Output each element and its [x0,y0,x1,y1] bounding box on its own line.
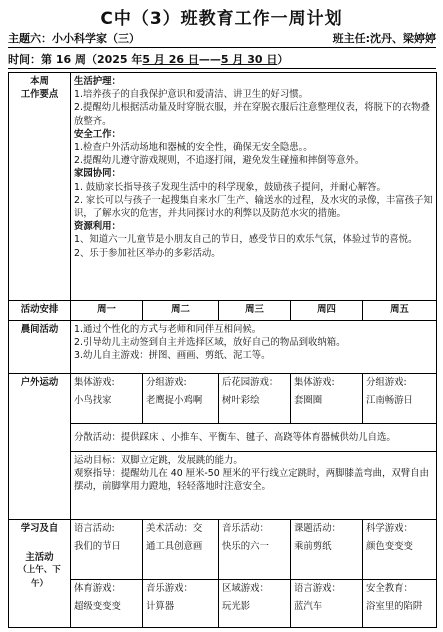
list-item: 3.幼儿自主游戏：拼图、画画、剪纸、泥工等。 [74,350,271,362]
time-start: 5 月 26 日 [142,53,199,66]
list-item: 2、乐于参加社区举办的多彩活动。 [74,247,221,259]
day-header-fri: 周五 [363,301,437,321]
list-item: 2.提醒幼儿遵守游戏规则，不追逐打闹，避免发生碰撞和摔倒等意外。 [74,155,365,167]
divider-line [8,47,436,48]
section-heading: 家园协同： [74,168,121,180]
weekly-focus-content [71,73,437,301]
study-cell-mon-2: 体育游戏： 超级变变变 [71,580,143,628]
outdoor-game-wed: 后花园游戏： 树叶彩绘 [219,374,291,424]
list-item: 1、知道六一儿童节是小朋友自己的节日，感受节日的欢乐气氛，体验过节的喜悦。 [74,234,418,246]
schedule-label: 活动安排 [9,301,71,321]
list-item: 1.培养孩子的自我保护意识和爱清洁、讲卫生的好习惯。 [74,89,308,101]
study-cell-wed-1: 音乐活动： 快乐的六一 [219,520,291,580]
outdoor-guidance-row [9,452,437,520]
morning-content [71,321,437,374]
list-item: 2.引导幼儿主动签到自主并选择区域，放好自己的物品到收纳箱。 [74,337,346,349]
outdoor-goal: 运动目标：双脚立定跳，发展跳的能力。 [74,455,243,466]
morning-row [9,321,437,374]
section-heading: 安全工作： [74,128,121,140]
morning-label: 晨间活动 [9,321,71,374]
outdoor-game-mon: 集体游戏: 小鸟找家 [71,374,143,424]
outdoor-game-tue: 分组游戏: 老鹰捉小鸡啊 [143,374,219,424]
theme-row [8,30,436,46]
outdoor-label: 户外运动 [9,374,71,520]
weekly-focus-label: 本周 工作要点 [9,73,71,301]
list-item: 1. 鼓励家长指导孩子发现生活中的科学现象，鼓励孩子提问，并耐心解答。 [74,181,386,193]
outdoor-game-thu: 集体游戏: 套圈圈 [291,374,363,424]
list-item: 1.通过个性化的方式与老师和同伴互相问候。 [74,324,262,335]
schedule-header-row [9,301,437,321]
list-item: 1.检查户外活动场地和器械的安全性，确保无安全隐患。。 [74,142,313,154]
time-end: 5 月 30 日 [220,53,278,66]
day-header-tue: 周二 [143,301,219,321]
study-cell-fri-1: 科学游戏： 颜色变变变 [363,520,437,580]
outdoor-scattered: 分散活动：提供踩床 、小推车、平衡车、毽子、高跷等体育器械供幼儿自选。 [71,424,437,452]
study-cell-fri-2: 安全教育： 浴室里的陷阱 [363,580,437,628]
teacher-label: 班主任:沈丹、梁婷婷 [332,32,436,45]
study-label: 学习及自 主活动 （上午、下午） [9,520,71,628]
outdoor-scattered-row [9,424,437,452]
day-header-thu: 周四 [291,301,363,321]
study-cell-tue-2: 音乐游戏： 计算器 [143,580,219,628]
time-row [8,51,288,67]
time-suffix: ） [277,53,289,66]
time-dash: —— [198,53,221,66]
list-item: 2.提醒幼儿根据活动量及时穿脱衣服，并在穿脱衣服后注意整理仪表，将脱下的衣物叠放整齐。 [74,102,430,127]
study-cell-tue-1: 美术活动：交 通工具创意画 [143,520,219,580]
document-title: C中（3）班教育工作一周计划 [100,9,343,29]
outdoor-game-fri: 分组游戏: 江南畅游日 [363,374,437,424]
list-item: 2. 家长可以与孩子一起搜集自来水厂生产、输送水的过程，及水灾的录像，丰富孩子知识，了解水灾的危害，并共同探讨水的利弊以及防范水灾的措施。 [74,194,433,220]
day-header-wed: 周三 [219,301,291,321]
study-cell-thu-1: 课题活动： 乘前剪纸 [291,520,363,580]
plan-table [8,72,437,628]
theme-label: 主题六：小小科学家（三） [8,32,140,45]
outdoor-observe: 观察指导：提醒幼儿在 40 厘米-50 厘米的平行线立定跳时，两脚膝盖弯曲，双臂自由摆动，前脚掌用力蹬地，轻轻落地时注意安全。 [74,468,429,493]
divider-line [8,68,436,69]
study-cell-wed-2: 区域游戏： 玩光影 [219,580,291,628]
section-heading: 生活护理： [74,76,121,87]
section-heading: 资源利用： [74,221,121,233]
weekly-focus-row [9,73,437,301]
outdoor-games-row [9,374,437,424]
time-prefix: 时间：第 16 周（2025 年 [8,53,143,66]
study-cell-mon-1: 语言活动: 我们的节日 [71,520,143,580]
outdoor-guidance [71,452,437,520]
study-row-2 [9,580,437,628]
study-cell-thu-2: 语言游戏： 蓝汽车 [291,580,363,628]
study-row-1 [9,520,437,580]
day-header-mon: 周一 [71,301,143,321]
